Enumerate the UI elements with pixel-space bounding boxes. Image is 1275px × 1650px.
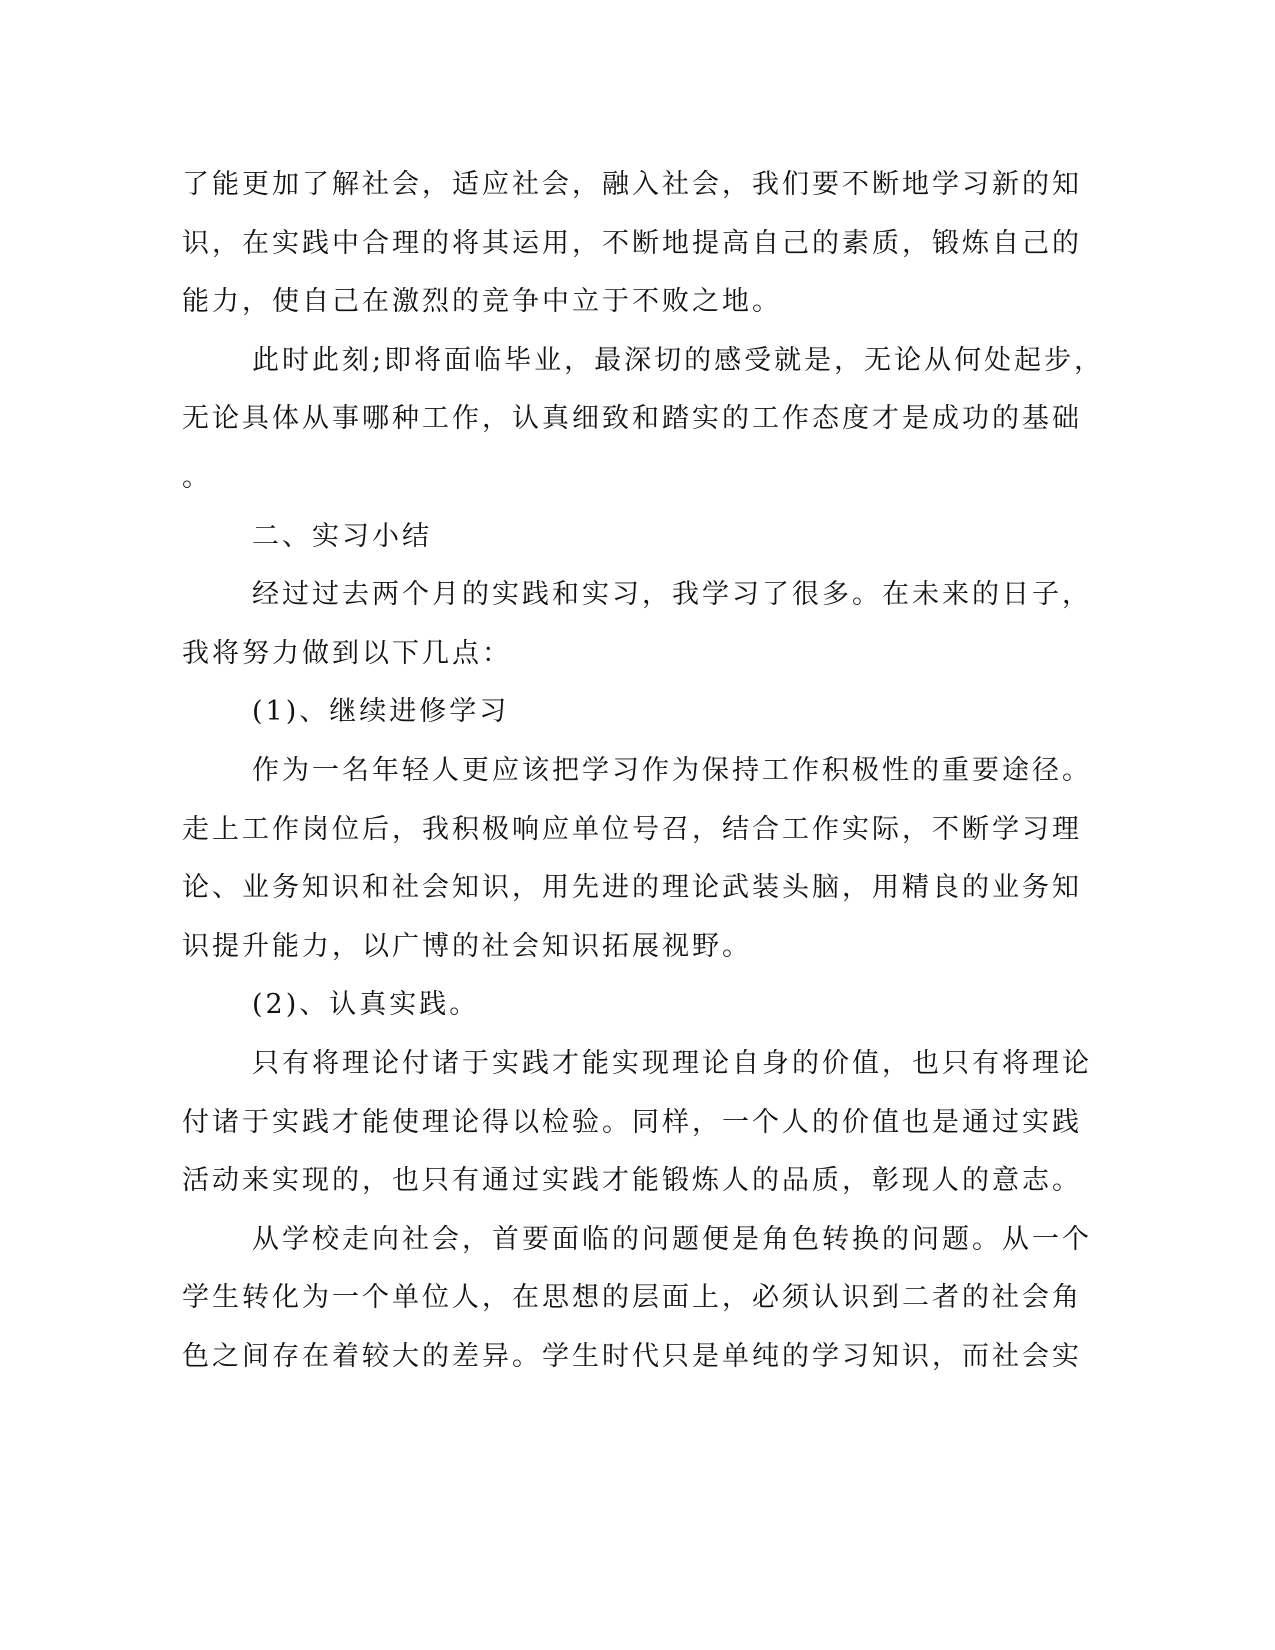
text-line: 无论具体从事哪种工作，认真细致和踏实的工作态度才是成功的基础 — [182, 403, 1082, 435]
text-line: 识，在实践中合理的将其运用，不断地提高自己的素质，锻炼自己的 — [182, 227, 1082, 259]
text-line: 了能更加了解社会，适应社会，融入社会，我们要不断地学习新的知 — [182, 169, 1082, 200]
text-line: 学生转化为一个单位人，在思想的层面上，必须认识到二者的社会角 — [182, 1282, 1082, 1314]
text-line: 付诸于实践才能使理论得以检验。同样，一个人的价值也是通过实践 — [182, 1106, 1082, 1138]
text-line: 我将努力做到以下几点： — [182, 637, 512, 669]
text-line: 走上工作岗位后，我积极响应单位号召，结合工作实际，不断学习理 — [182, 813, 1082, 845]
text-line: 论、业务知识和社会知识，用先进的理论武装头脑，用精良的业务知 — [182, 872, 1082, 904]
text-line: 识提升能力，以广博的社会知识拓展视野。 — [182, 930, 752, 962]
text-line: (2)、认真实践。 — [252, 989, 480, 1021]
text-line: 活动来实现的，也只有通过实践才能锻炼人的品质，彰现人的意志。 — [182, 1165, 1082, 1197]
text-line: 此时此刻;即将面临毕业，最深切的感受就是，无论从何处起步， — [252, 344, 1105, 376]
text-line: 作为一名年轻人更应该把学习作为保持工作积极性的重要途径。 — [252, 754, 1092, 786]
text-line: 只有将理论付诸于实践才能实现理论自身的价值，也只有将理论 — [252, 1047, 1092, 1079]
text-line: 。 — [182, 461, 212, 493]
document-body — [182, 156, 1105, 1386]
text-line: 从学校走向社会，首要面临的问题便是角色转换的问题。从一个 — [252, 1223, 1092, 1255]
text-line: 色之间存在着较大的差异。学生时代只是单纯的学习知识，而社会实 — [182, 1340, 1082, 1372]
text-line: 经过过去两个月的实践和实习，我学习了很多。在未来的日子， — [252, 579, 1092, 611]
text-line: (1)、继续进修学习 — [252, 696, 510, 728]
text-line: 能力，使自己在激烈的竞争中立于不败之地。 — [182, 286, 782, 318]
text-line: 二、实习小结 — [252, 520, 432, 552]
